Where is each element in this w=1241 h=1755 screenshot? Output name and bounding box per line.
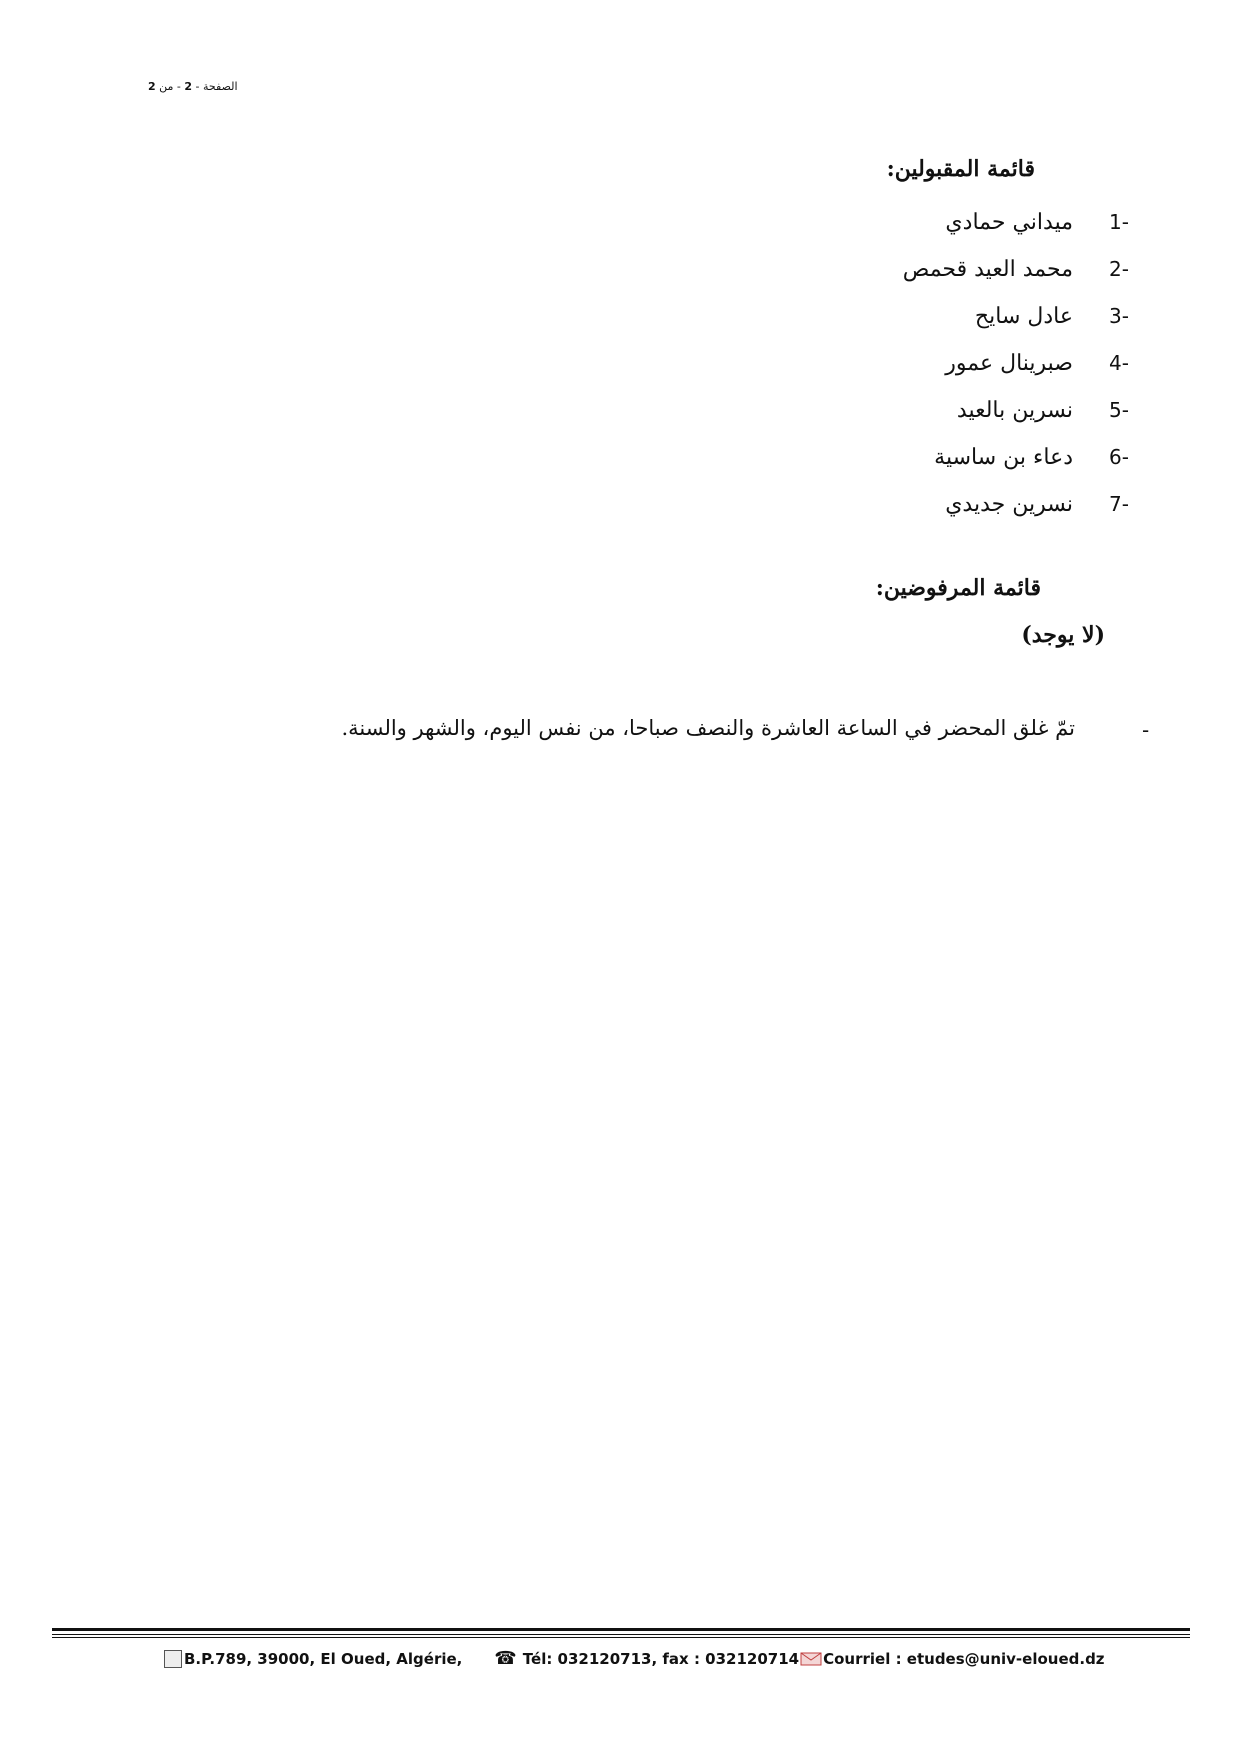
item-name: محمد العيد قحمص <box>902 257 1073 282</box>
item-name: عادل سايح <box>974 304 1073 329</box>
footer-divider <box>52 1637 1190 1638</box>
mailbox-icon <box>164 1650 182 1668</box>
page-total: 2 <box>148 80 156 93</box>
list-item <box>903 481 1129 528</box>
item-name: نسرين بالعيد <box>956 398 1073 423</box>
item-number: 4- <box>1109 351 1129 375</box>
envelope-icon <box>800 1652 822 1666</box>
footer-email: Courriel : etudes@univ-eloued.dz <box>823 1649 1105 1668</box>
list-item <box>903 246 1129 293</box>
footer-contact <box>164 1648 1105 1669</box>
footer-phone: Tél: 032120713, fax : 032120714 <box>522 1649 800 1668</box>
item-name: نسرين جديدي <box>945 492 1073 517</box>
item-number: 2- <box>1109 257 1129 281</box>
page-label: الصفحة - <box>195 80 238 93</box>
list-item <box>903 434 1129 481</box>
item-name: صبرينال عمور <box>945 351 1073 376</box>
item-number: 7- <box>1109 492 1129 516</box>
list-item <box>903 199 1129 246</box>
list-item <box>903 340 1129 387</box>
footer-divider <box>52 1628 1190 1631</box>
item-number: 5- <box>1109 398 1129 422</box>
list-item <box>903 387 1129 434</box>
item-number: 6- <box>1109 445 1129 469</box>
page-number <box>148 80 238 93</box>
accepted-list-title: قائمة المقبولين: <box>886 156 1035 182</box>
page-current: 2 <box>184 80 193 93</box>
closing-bullet: - <box>1142 718 1150 742</box>
list-item <box>903 293 1129 340</box>
item-number: 1- <box>1109 210 1129 234</box>
item-number: 3- <box>1109 304 1129 328</box>
telephone-icon: ☎ <box>494 1648 517 1669</box>
rejected-list-title: قائمة المرفوضين: <box>875 575 1041 601</box>
closing-statement: تمّ غلق المحضر في الساعة العاشرة والنصف صباحا، من نفس اليوم، والشهر والسنة. <box>341 716 1075 740</box>
footer-divider <box>52 1634 1190 1635</box>
item-name: دعاء بن ساسية <box>934 445 1073 470</box>
accepted-list <box>903 199 1129 528</box>
footer-address: B.P.789, 39000, El Oued, Algérie, <box>184 1649 463 1668</box>
item-name: ميداني حمادي <box>945 210 1073 235</box>
page-of: - من <box>159 80 181 93</box>
rejected-none-text: (لا يوجد) <box>1021 622 1105 648</box>
